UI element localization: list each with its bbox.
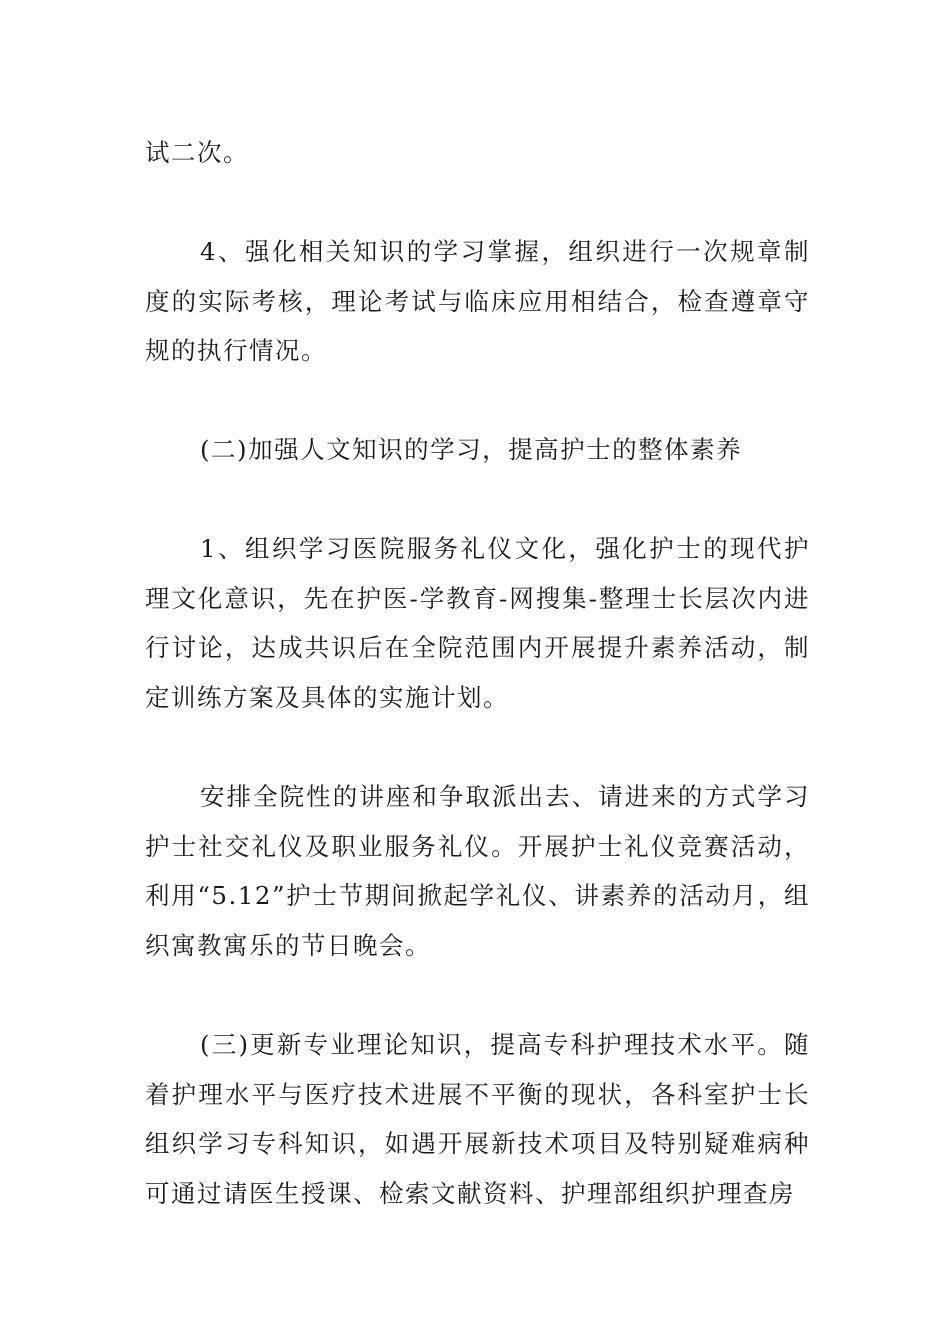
section-heading-3: (三)更新专业理论知识，提高专科护理技术水平。随着护理水平与医疗技术进展不平衡的现状，各科室护士长组织学习专科知识，如遇开展新技术项目及特别疑难病种可通过请医生授课、检索文献资料、护理部组织护理查房 <box>145 1030 810 1208</box>
section-heading-2: (二)加强人文知识的学习，提高护士的整体素养 <box>200 435 743 464</box>
paragraph-item-1: 1、组织学习医院服务礼仪文化，强化护士的现代护理文化意识，先在护医-学教育-网搜集-整理士长层次内进行讨论，达成共识后在全院范围内开展提升素养活动，制定训练方案及具体的实施计划。 <box>145 534 810 712</box>
paragraph-etiquette: 安排全院性的讲座和争取派出去、请进来的方式学习护士社交礼仪及职业服务礼仪。开展护士礼仪竞赛活动，利用“5.12”护士节期间掀起学礼仪、讲素养的活动月，组织寓教寓乐的节日晚会。 <box>145 782 810 960</box>
paragraph-item-4: 4、强化相关知识的学习掌握，组织进行一次规章制度的实际考核，理论考试与临床应用相结合，检查遵章守规的执行情况。 <box>145 237 810 365</box>
paragraph-continuation: 试二次。 <box>145 138 249 167</box>
